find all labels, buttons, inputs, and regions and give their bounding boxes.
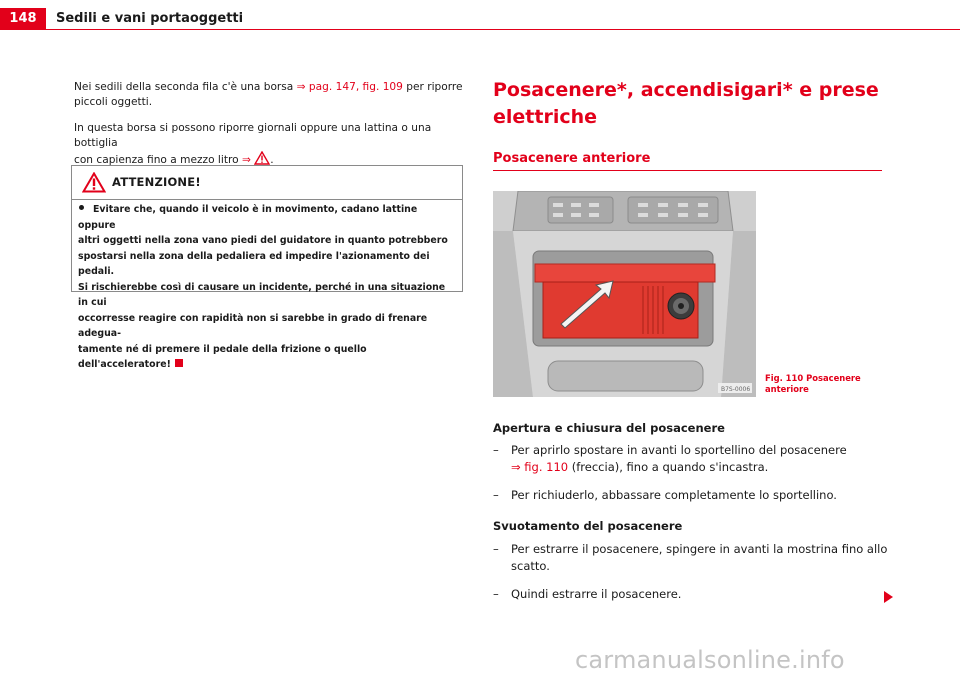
list-item: – Per aprirlo spostare in avanti lo sportellino del posacenere ⇒ fig. 110 (freccia), fino a quando s'incastra. — [493, 443, 847, 474]
warning-triangle-icon — [82, 172, 106, 197]
paragraph-capienza: In questa borsa si possono riporre giornali oppure una lattina o una bottiglia con capienza fino a mezzo litro ⇒ . — [74, 121, 464, 170]
warning-ref-arrow[interactable]: ⇒ — [241, 154, 251, 166]
list-item: – Quindi estrarre il posacenere. — [493, 587, 682, 601]
figure-ashtray — [493, 191, 756, 397]
watermark: carmanualsonline.info — [575, 646, 845, 674]
subsection-heading: Posacenere anteriore — [493, 151, 651, 166]
figure-code: B7S-0006 — [721, 386, 751, 393]
page-ref-link[interactable]: pag. 147, fig. 109 — [305, 81, 403, 93]
subsection-rule — [493, 170, 882, 171]
page-number: 148 — [0, 8, 46, 30]
page-ref-arrow[interactable]: ⇒ — [296, 81, 306, 93]
warning-box — [71, 165, 463, 370]
subtitle-apertura: Apertura e chiusura del posacenere — [493, 421, 725, 435]
list-item: – Per estrarre il posacenere, spingere in avanti la mostrina fino allo scatto. — [493, 542, 888, 573]
figure-ref-link[interactable]: fig. 110 — [520, 460, 569, 474]
warning-header — [72, 166, 462, 200]
end-of-section-icon — [175, 359, 183, 367]
list-item: – Per richiuderlo, abbassare completamente lo sportellino. — [493, 488, 837, 502]
ashtray-illustration — [493, 191, 756, 397]
header-rule — [46, 29, 960, 30]
page-header-title: Sedili e vani portaoggetti — [56, 11, 244, 26]
bullet-icon — [79, 205, 84, 210]
next-page-triangle-icon[interactable] — [884, 591, 893, 603]
figure-caption: Fig. 110 Posacenere anteriore — [765, 373, 861, 394]
paragraph-borsa: Nei sedili della seconda fila c'è una borsa ⇒ pag. 147, fig. 109 per riporre piccoli oggetti. — [74, 81, 463, 108]
warning-title: ATTENZIONE! — [112, 175, 201, 189]
subtitle-svuotamento: Svuotamento del posacenere — [493, 519, 683, 533]
figure-ref-arrow[interactable]: ⇒ — [511, 460, 521, 474]
warning-text: Evitare che, quando il veicolo è in movimento, cadano lattine oppure altri oggetti nella zona vano piedi del guidatore in quanto potrebbero spostarsi nella zona della pedaliera ed impedire l'azionamento dei pedali. Si rischierebbe così di causare un incidente, perché in una situazione in cui occorresse reagire con rapidità non si sarebbe in grado di frenare adegua- tamente né di premere il pedale della frizione o quello dell'acceleratore! — [78, 204, 448, 370]
section-heading: Posacenere*, accendisigari* e prese elettriche — [493, 79, 879, 128]
